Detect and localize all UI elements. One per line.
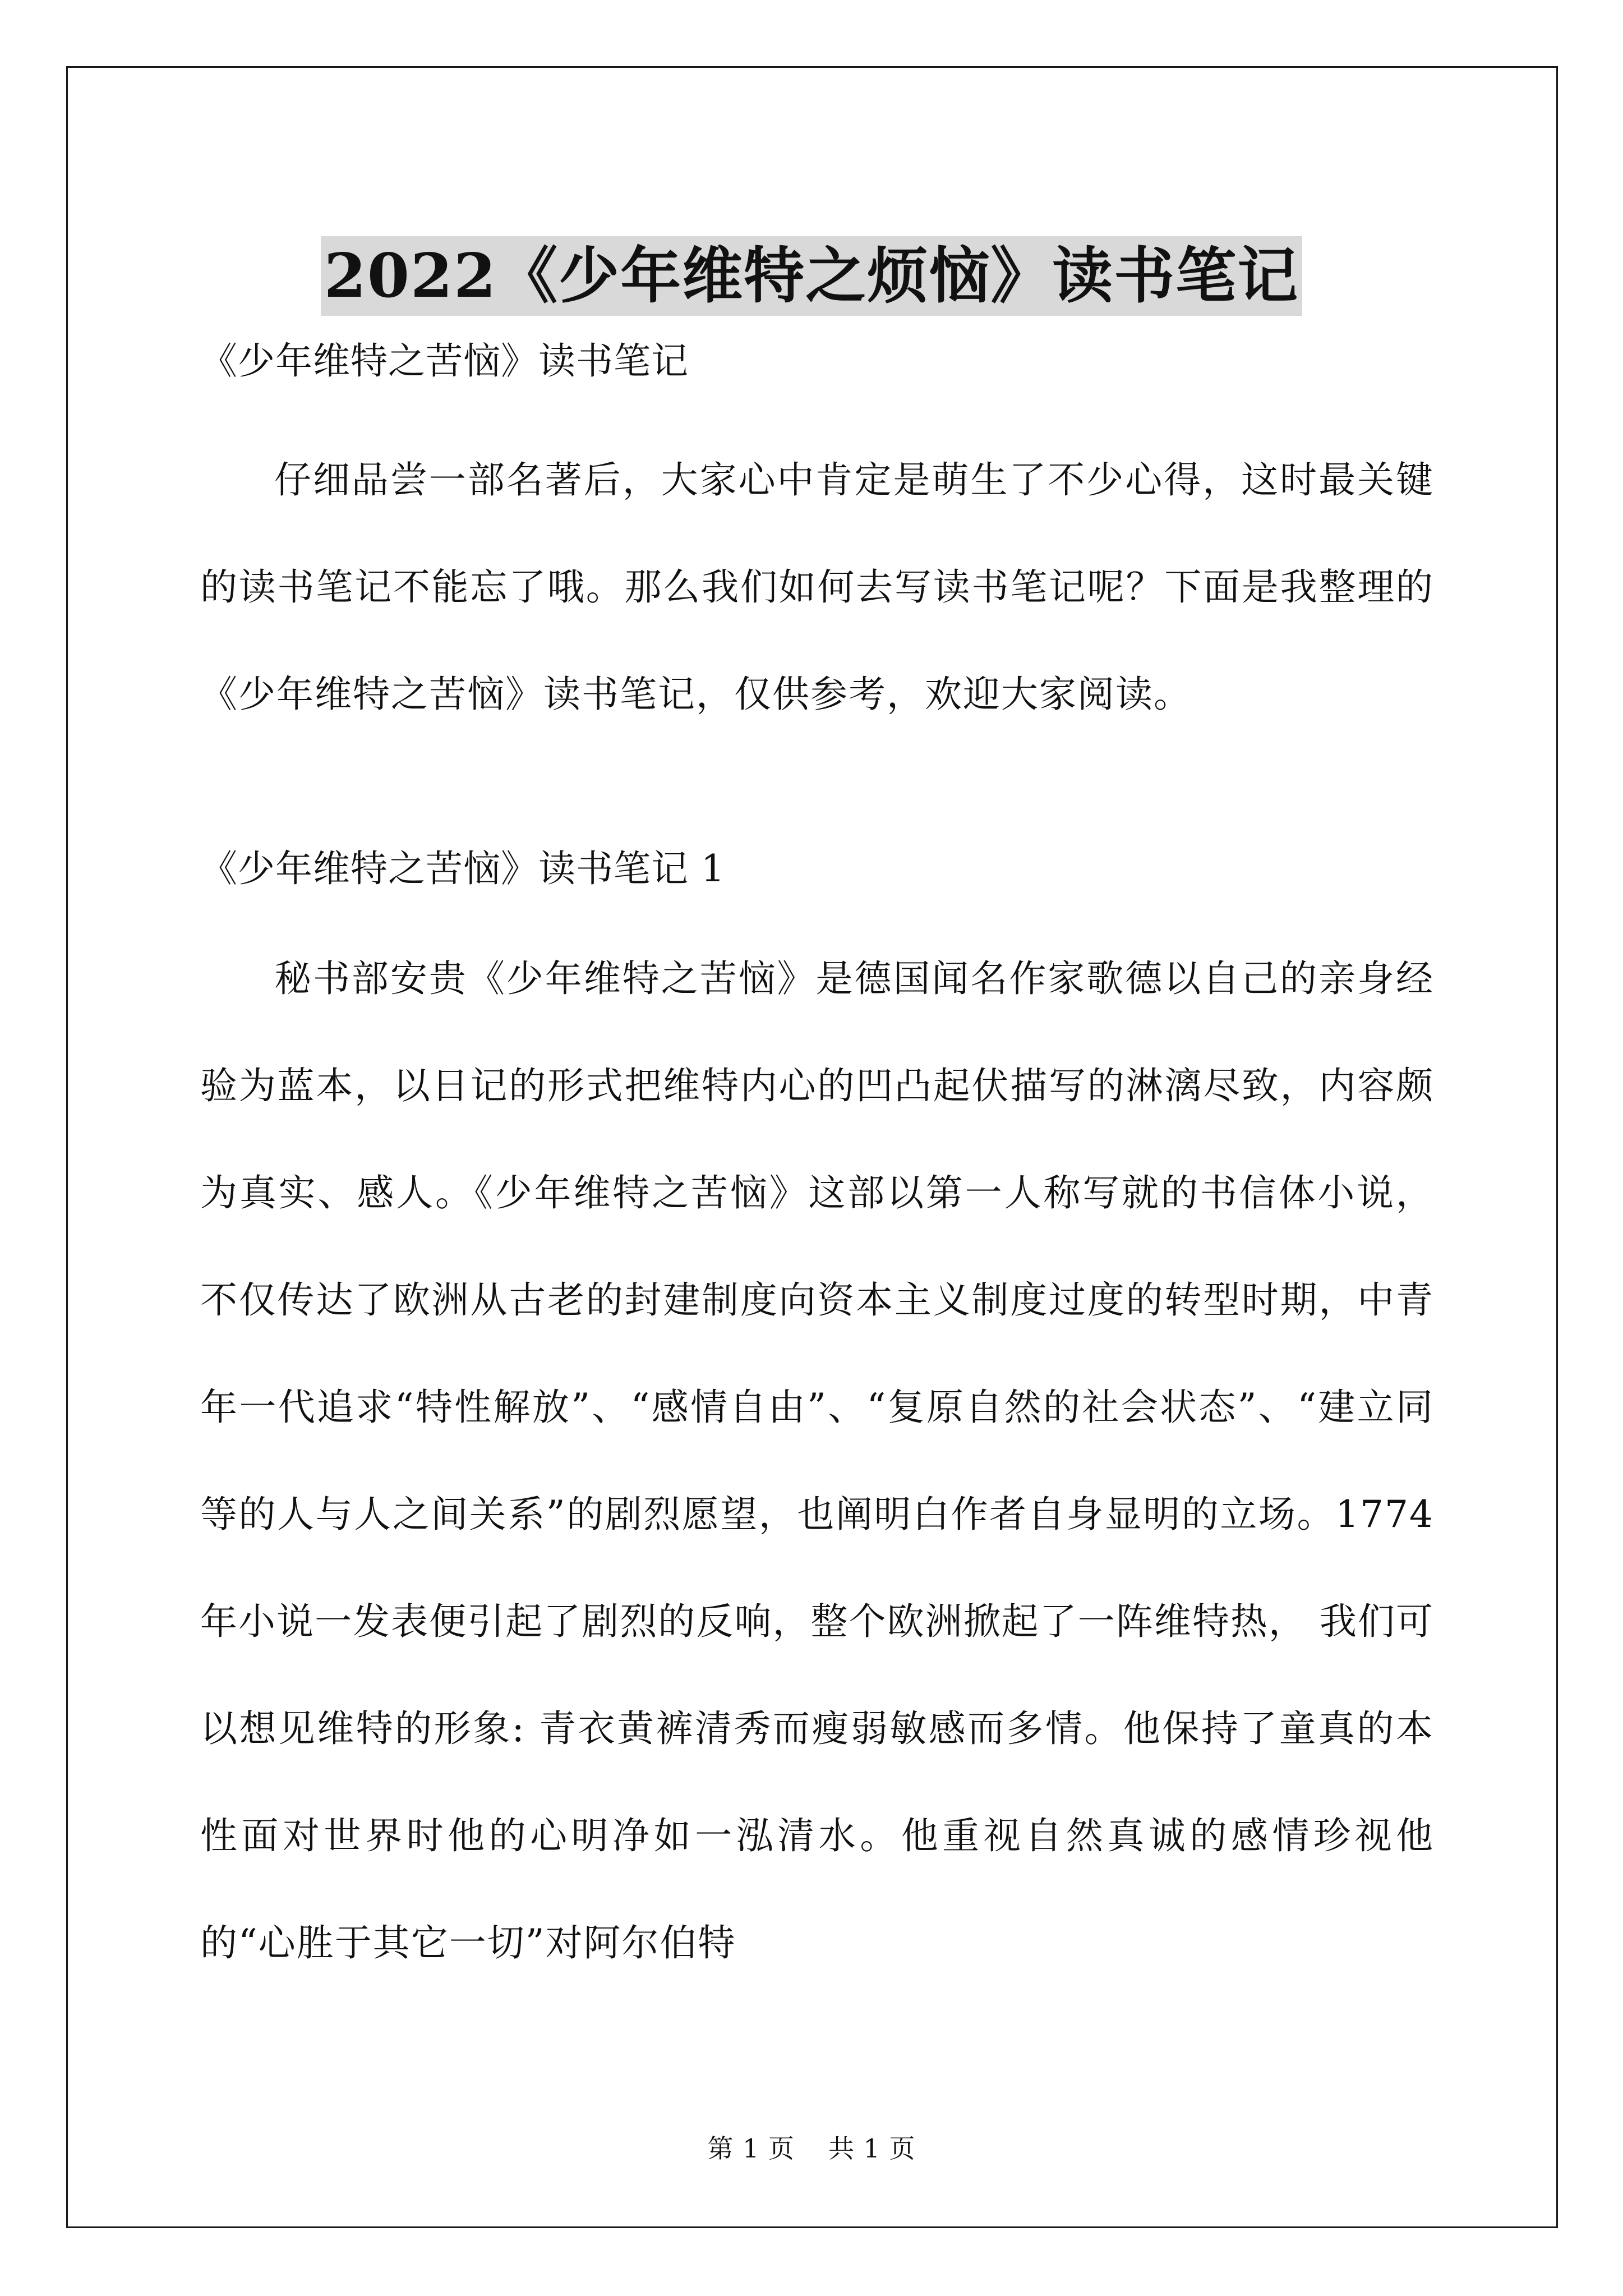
subtitle: 《少年维特之苦恼》读书笔记 — [200, 339, 689, 383]
document-title — [0, 237, 1623, 315]
page-footer — [0, 2132, 1623, 2165]
page-number: 第 1 页 — [707, 2133, 795, 2164]
page-total: 共 1 页 — [828, 2133, 916, 2164]
document-body — [200, 337, 1434, 1996]
intro-paragraph: 仔细品尝一部名著后，大家心中肯定是萌生了不少心得，这时最关键的读书笔记不能忘了哦。那么我们如何去写读书笔记呢？下面是我整理的《少年维特之苦恼》读书笔记，仅供参考，欢迎大家阅读。 — [200, 458, 1434, 716]
section-heading: 《少年维特之苦恼》读书笔记 1 — [200, 847, 725, 890]
section-paragraph: 秘书部安贵《少年维特之苦恼》是德国闻名作家歌德以自己的亲身经验为蓝本，以日记的形式把维特内心的凹凸起伏描写的淋漓尽致，内容颇为真实、感人。《少年维特之苦恼》这部以第一人称写就的书信体小说，不仅传达了欧洲从古老的封建制度向资本主义制度过度的转型时期，中青年一代追求“特性解放”、“感情自由”、“复原自然的社会状态”、“建立同等的人与人之间关系”的剧烈愿望，也阐明白作者自身显明的立场。1774 年小说一发表便引起了剧烈的反响，整个欧洲掀起了一阵维特热， 我们可以想见维特的形象: 青衣黄裤清秀而瘦弱敏感而多情。他保持了童真的本性面对世界时他的心明净如一泓清水。他重视自然真诚的感情珍视他的“心胜于其它一切”对阿尔伯特 — [200, 957, 1434, 1964]
document-title-text: 2022《少年维特之烦恼》读书笔记 — [321, 236, 1303, 316]
